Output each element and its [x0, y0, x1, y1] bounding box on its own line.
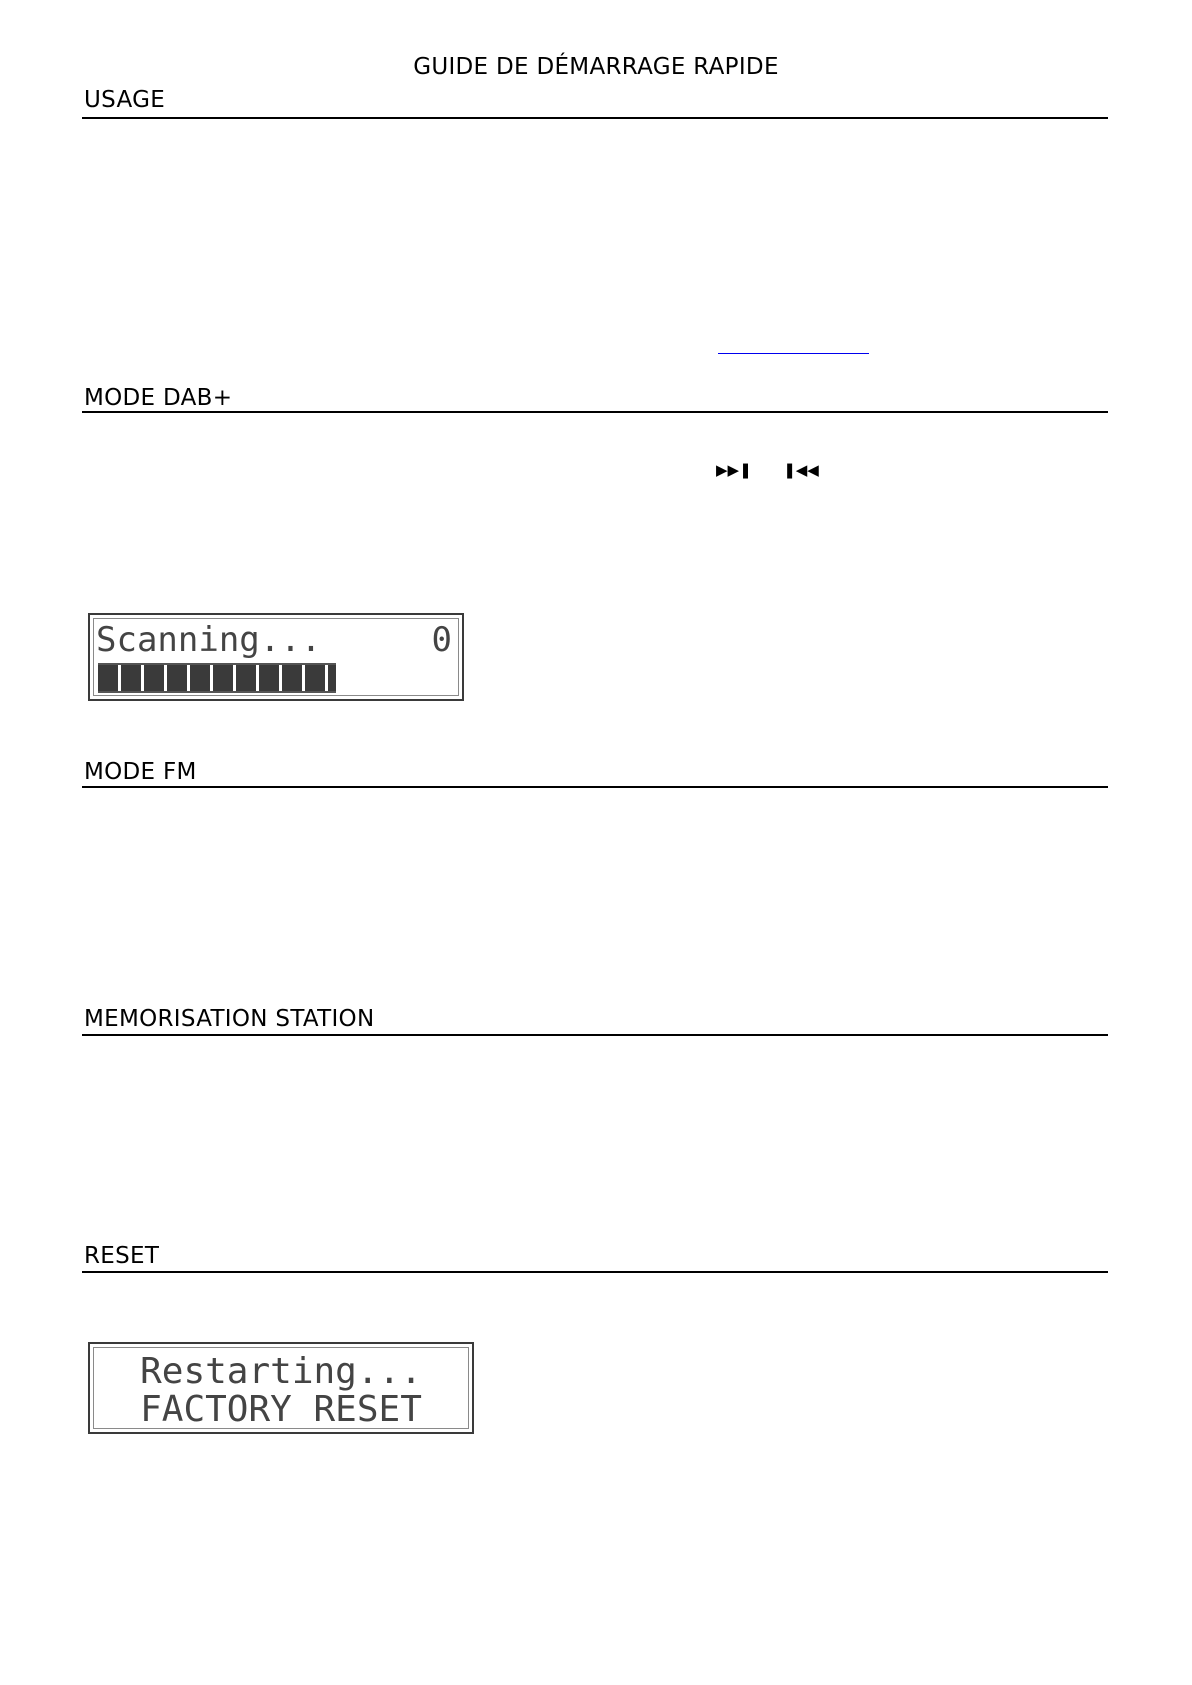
section-heading-dab: MODE DAB+	[84, 385, 233, 411]
section-heading-usage: USAGE	[84, 87, 166, 113]
next-track-icon: ▶▶❚	[716, 461, 752, 479]
document-title: GUIDE DE DÉMARRAGE RAPIDE	[413, 54, 779, 80]
scan-progress-bar	[98, 663, 438, 693]
section-heading-reset: RESET	[84, 1243, 160, 1269]
section-divider	[82, 1034, 1108, 1036]
section-divider	[82, 117, 1108, 119]
previous-track-icon: ❚◀◀	[783, 461, 819, 479]
section-divider	[82, 1271, 1108, 1273]
lcd-station-count: 0	[431, 620, 452, 660]
lcd-restarting-text: Restarting...	[140, 1351, 422, 1392]
lcd-scanning-text: Scanning...	[96, 620, 322, 660]
lcd-display-reset	[88, 1342, 474, 1434]
section-divider	[82, 411, 1108, 413]
section-divider	[82, 786, 1108, 788]
lcd-display-scanning	[88, 613, 464, 701]
section-heading-memorisation: MEMORISATION STATION	[84, 1006, 375, 1032]
section-heading-fm: MODE FM	[84, 759, 197, 785]
hyperlink-underline[interactable]	[718, 353, 869, 354]
transport-icons	[716, 462, 819, 478]
lcd-factory-reset-text: FACTORY RESET	[140, 1389, 422, 1430]
scan-progress-fill	[98, 663, 336, 693]
